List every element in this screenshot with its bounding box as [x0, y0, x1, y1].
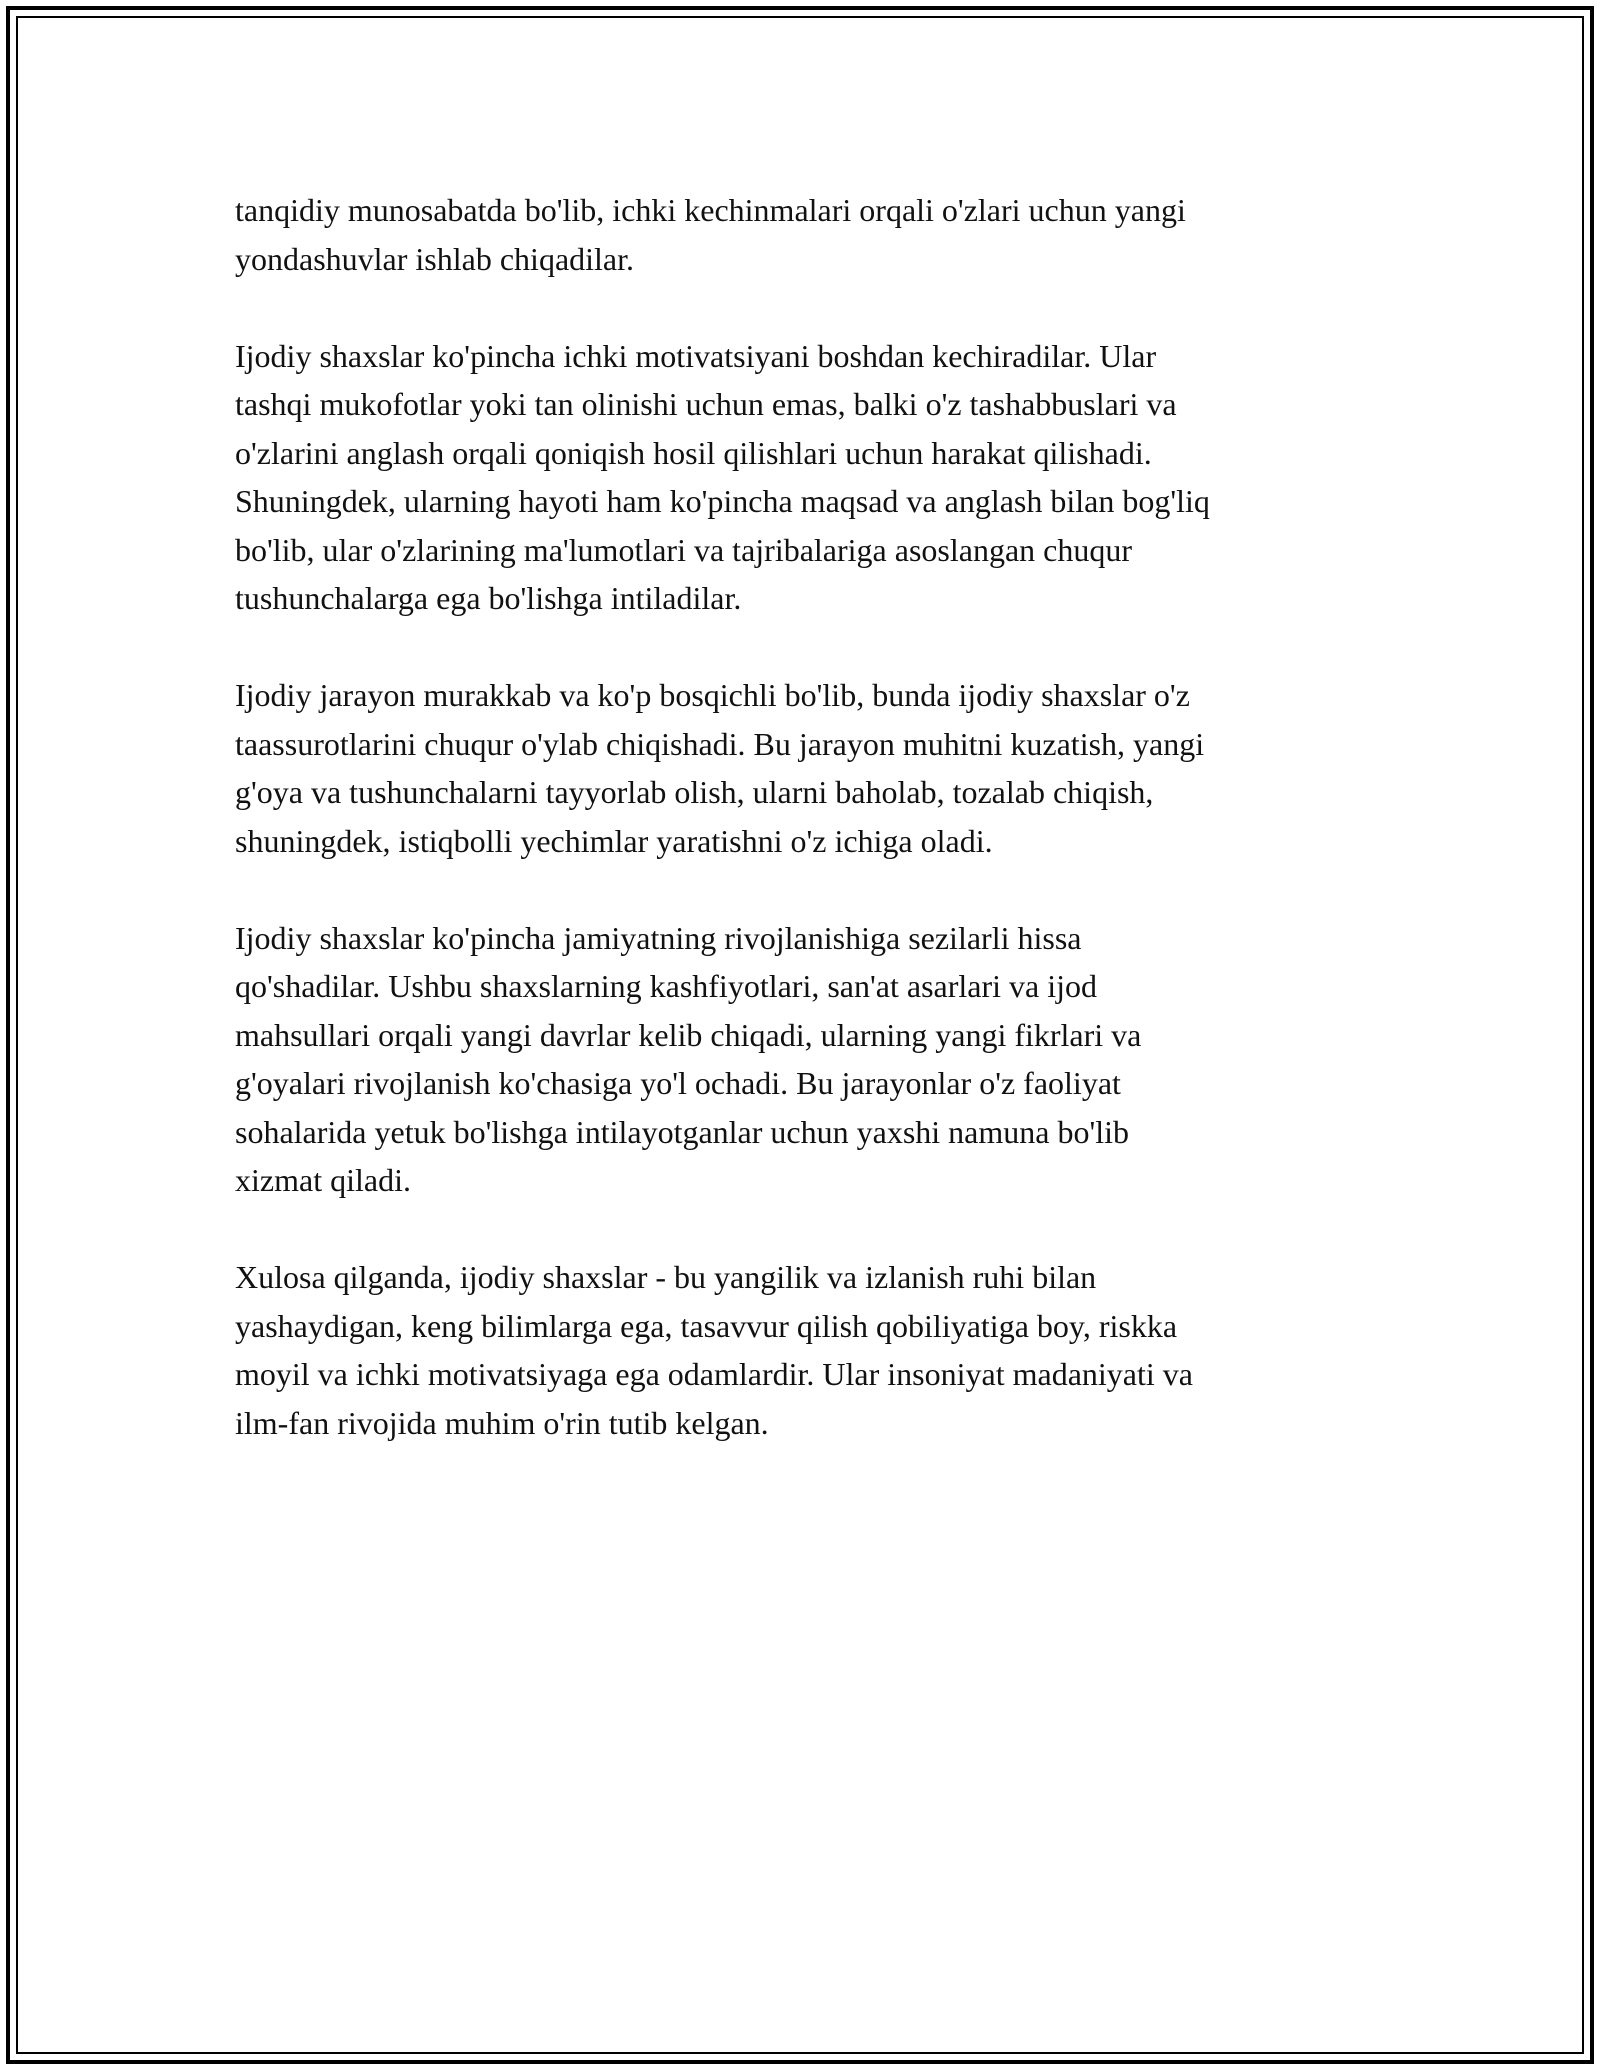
paragraph-3: Ijodiy jarayon murakkab va ko'p bosqichli bo'lib, bunda ijodiy shaxslar o'z taassurotlarini chuqur o'ylab chiqishadi. Bu jarayon muhitni kuzatish, yangi g'oya va tushunchalarni tayyorlab olish, ularni baholab, tozalab chiqish, shuningdek, istiqbolli yechimlar yaratishni o'z ichiga oladi.: [235, 677, 1205, 859]
paragraph-4: Ijodiy shaxslar ko'pincha jamiyatning rivojlanishiga sezilarli hissa qo'shadilar. Ushbu shaxslarning kashfiyotlari, san'at asarlari va ijod mahsullari orqali yangi davrlar kelib chiqadi, ularning yangi fikrlari va g'oyalari rivojlanish ko'chasiga yo'l ochadi. Bu jarayonlar o'z faoliyat sohalarida yetuk bo'lishga intilayotganlar uchun yaxshi namuna bo'lib xizmat qiladi.: [235, 919, 1142, 1198]
document-body: [235, 186, 1365, 1496]
paragraph-5: Xulosa qilganda, ijodiy shaxslar - bu yangilik va izlanish ruhi bilan yashaydigan, keng bilimlarga ega, tasavvur qilish qobiliyatiga boy, riskka moyil va ichki motivatsiyaga ega odamlardir. Ular insoniyat madaniyati va ilm-fan rivojida muhim o'rin tutib kelgan.: [235, 1259, 1193, 1441]
paragraph-2: Ijodiy shaxslar ko'pincha ichki motivatsiyani boshdan kechiradilar. Ular tashqi mukofotlar yoki tan olinishi uchun emas, balki o'z tashabbuslari va o'zlarini anglash orqali qoniqish hosil qilishlari uchun harakat qilishadi. Shuningdek, ularning hayoti ham ko'pincha maqsad va anglash bilan bog'liq bo'lib, ular o'zlarining ma'lumotlari va tajribalariga asoslangan chuqur tushunchalarga ega bo'lishga intiladilar.: [235, 337, 1210, 616]
paragraph-1: tanqidiy munosabatda bo'lib, ichki kechinmalari orqali o'zlari uchun yangi yondashuvlar ishlab chiqadilar.: [235, 192, 1186, 277]
